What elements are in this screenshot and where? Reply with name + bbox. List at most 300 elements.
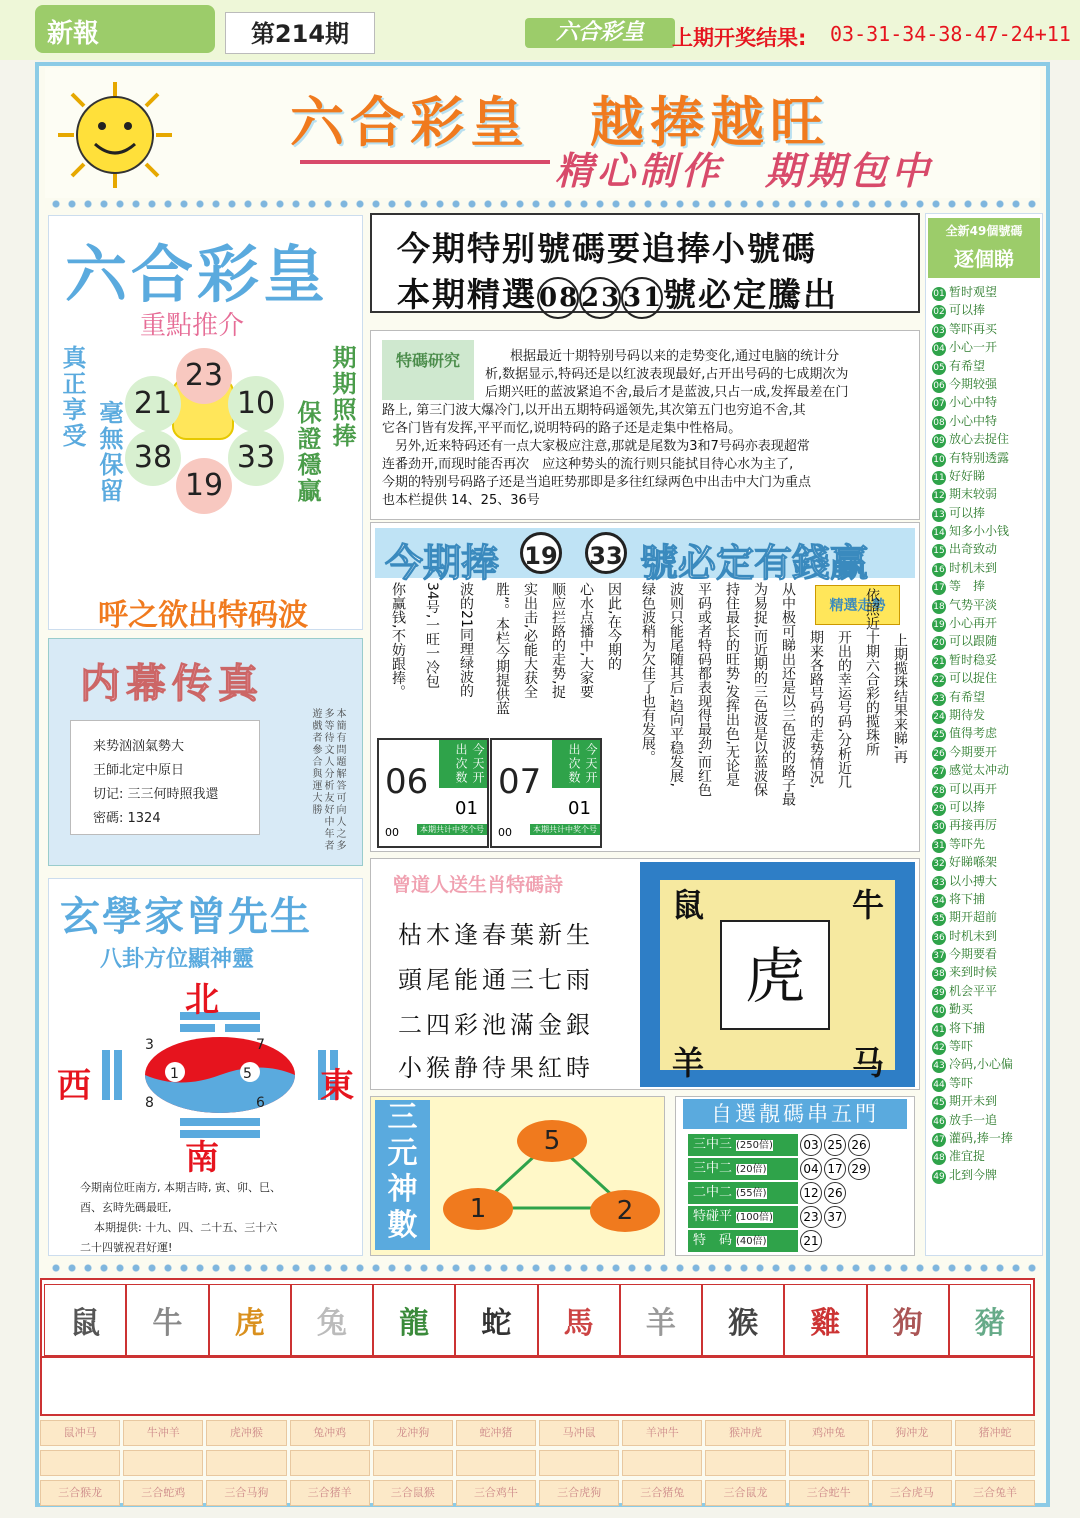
stat-card-number: 07	[498, 762, 542, 802]
number-guide-index: 08	[933, 417, 945, 428]
number-guide-text: 今期要开	[949, 744, 998, 759]
number-guide-index: 24	[933, 711, 945, 722]
clash-grid-cell: 三合鸡牛	[456, 1480, 536, 1506]
number-guide-index: 40	[933, 1006, 945, 1017]
clash-grid-cell	[789, 1450, 869, 1476]
recommend-column: 从中极可睇出还是以三色波的路子最	[780, 582, 796, 806]
bagua-number: 7	[256, 1037, 265, 1053]
combo-row-numbers	[800, 1182, 848, 1204]
zodiac-animal-icon: 兔	[316, 1306, 347, 1341]
zodiac-animal-icon: 蛇	[481, 1306, 512, 1341]
recommend-number: 19	[520, 532, 562, 574]
stat-label-1: 今天开	[584, 743, 598, 785]
number-guide-item	[932, 1166, 1040, 1184]
clash-grid-cell: 鼠冲马	[40, 1420, 120, 1446]
recommend-head-suffix: 號必定有錢贏	[640, 541, 869, 585]
bagua-title: 玄學家曾先生	[60, 894, 312, 940]
bagua-diagram	[100, 1010, 340, 1140]
analysis-line: 也本栏提供 14、25、36号	[382, 493, 540, 508]
number-guide-text: 暂时观望	[949, 285, 998, 299]
combo-number: 12	[800, 1182, 822, 1204]
combo-row	[688, 1230, 798, 1252]
clash-grid-cell: 三合兔羊	[955, 1480, 1035, 1506]
flower-number: 10	[228, 376, 284, 432]
zodiac-animal-cell	[784, 1284, 866, 1356]
poem-line: 枯木逢春葉新生	[398, 921, 594, 949]
combo-row-note: (55倍)	[736, 1188, 767, 1199]
number-guide-item	[932, 688, 1040, 706]
combo-number: 29	[848, 1158, 870, 1180]
poem-line: 二四彩池滿金銀	[398, 1011, 594, 1039]
analysis-line: 析,数据显示,特码还是以红波表现最好,占开出号码的七成期次为	[485, 367, 849, 382]
number-guide-item	[932, 522, 1040, 540]
combo-row	[688, 1206, 798, 1228]
number-guide-item	[932, 761, 1040, 779]
number-guide-item	[932, 540, 1040, 558]
zodiac-animal-row	[40, 1278, 1035, 1358]
poem-title: 曾道人送生肖特碼詩	[392, 874, 564, 896]
number-guide-item	[932, 301, 1040, 319]
number-guide-text: 小心中特	[949, 395, 998, 410]
number-guide-index: 07	[933, 399, 945, 410]
number-guide-index: 23	[933, 693, 945, 704]
recommend-column: 开出的幸运号码,分析近几	[836, 630, 852, 789]
clash-grid-cell: 三合蛇牛	[789, 1480, 869, 1506]
stat-card-count: 01	[455, 798, 478, 819]
fax-side-text: 本簡有問題解答可向人之多多等待文人分析友好中年者遊戲者參合與運大勝	[310, 708, 345, 852]
direction-north: 北	[185, 980, 219, 1020]
clash-grid-cell: 三合猪兔	[622, 1480, 702, 1506]
combo-row	[688, 1182, 798, 1204]
number-guide-index: 46	[933, 1116, 945, 1127]
recommend-column: 依照近十期六合彩的揽珠所	[864, 588, 880, 756]
triad-node-right: 2	[590, 1190, 660, 1232]
number-guide-text: 暂时稳妥	[949, 652, 998, 667]
number-guide-item	[932, 651, 1040, 669]
number-guide-item	[932, 375, 1040, 393]
combo-title: 自選靚碼串五門	[683, 1099, 907, 1129]
flower-number: 23	[176, 348, 232, 404]
clash-grid-cell	[206, 1450, 286, 1476]
number-guide-index: 17	[933, 583, 945, 594]
clash-grid-cell	[456, 1450, 536, 1476]
bagua-note-line: 今期南位旺南方, 本期吉時, 寅、卯、巳、	[80, 1181, 281, 1194]
wave-slogan: 呼之欲出特码波	[98, 598, 308, 633]
number-guide-item	[932, 412, 1040, 430]
zodiac-animal-icon: 狗	[892, 1306, 923, 1341]
flower-number: 38	[125, 430, 181, 486]
sun-mascot-icon	[50, 80, 180, 190]
zodiac-animal-cell	[867, 1284, 949, 1356]
number-guide-text: 小心再开	[949, 616, 998, 631]
number-guide-text: 放心去捉住	[949, 432, 1010, 447]
number-guide-head-1: 全新49個號碼	[945, 224, 1023, 238]
analysis-line: 它各门皆有发挥,平平而忆,说明特码的路子还是走集中性格局。	[382, 421, 742, 436]
main-subtitle: 精心制作 期期包中	[555, 149, 934, 193]
number-guide-index: 45	[933, 1098, 945, 1109]
zodiac-animal-cell	[291, 1284, 373, 1356]
combo-number: 04	[800, 1158, 822, 1180]
clash-grid-cell: 三合虎狗	[539, 1480, 619, 1506]
clash-grid-cell: 蛇冲猪	[456, 1420, 536, 1446]
triad-label-char: 元	[387, 1136, 418, 1171]
number-guide-index: 02	[933, 307, 945, 318]
number-guide-item	[932, 927, 1040, 945]
combo-number: 17	[824, 1158, 846, 1180]
number-guide-text: 有希望	[949, 689, 986, 704]
number-guide-text: 等吓先	[949, 836, 986, 851]
bagua-number: 1	[170, 1066, 179, 1082]
zodiac-animal-cell	[702, 1284, 784, 1356]
number-guide-item	[932, 1111, 1040, 1129]
number-guide-text: 将下捕	[949, 891, 986, 906]
number-guide-item	[932, 632, 1040, 650]
number-guide-item	[932, 798, 1040, 816]
bagua-number: 6	[256, 1095, 265, 1111]
number-guide-index: 16	[933, 564, 945, 575]
clash-grid-cell	[955, 1450, 1035, 1476]
number-guide-item	[932, 1129, 1040, 1147]
number-guide-item	[932, 669, 1040, 687]
featured-subtitle: 重點推介	[140, 311, 245, 341]
analysis-line: 路上, 第三门波大爆冷门,以开出五期特码遥领先,其次第五门也穷追不舍,其	[382, 403, 806, 418]
number-guide-item	[932, 945, 1040, 963]
clash-grid-cell: 马冲鼠	[539, 1420, 619, 1446]
recommend-column: 期来各路号码的走势情况,	[808, 630, 824, 789]
last-result-numbers: 03-31-34-38-47-24+11	[830, 22, 1071, 46]
number-guide-index: 33	[933, 877, 945, 888]
zodiac-animal-cell	[44, 1284, 126, 1356]
combo-row	[688, 1134, 798, 1156]
number-guide-index: 49	[933, 1171, 945, 1182]
number-guide-item	[932, 1074, 1040, 1092]
number-guide-index: 47	[933, 1134, 945, 1145]
number-guide-index: 15	[933, 546, 945, 557]
flower-number: 33	[228, 430, 284, 486]
number-guide-index: 12	[933, 491, 945, 502]
combo-number: 03	[800, 1134, 822, 1156]
bagua-number: 3	[145, 1037, 154, 1053]
number-guide-item	[932, 1000, 1040, 1018]
zodiac-bottom-right: 马	[852, 1044, 885, 1082]
number-guide-item	[932, 982, 1040, 1000]
bagua-subtitle: 八卦方位顯神靈	[100, 947, 255, 972]
trend-tag: 精選走勢	[815, 585, 900, 625]
main-title: 六合彩皇 越捧越旺	[290, 91, 830, 154]
clash-grid-cell	[290, 1450, 370, 1476]
hot-picks-box	[370, 213, 920, 313]
number-guide-text: 机会平平	[949, 983, 998, 998]
hot-line-2-suffix: 號必定騰出	[663, 275, 838, 314]
number-guide-item	[932, 872, 1040, 890]
recommend-column: 上期揽珠结果来睇,再	[892, 633, 908, 764]
number-guide-index: 06	[933, 380, 945, 391]
stat-card-small: 00	[498, 826, 512, 839]
number-guide-text: 可以再开	[949, 781, 998, 796]
number-guide-item	[932, 1037, 1040, 1055]
number-guide-text: 来到时候	[949, 965, 998, 980]
clash-grid-cell: 三合猴龙	[40, 1480, 120, 1506]
triad-label-char: 三	[387, 1100, 418, 1135]
stat-card-foot: 本期共计中奖个号	[530, 824, 600, 835]
brand-mini-logo: 六合彩皇	[525, 18, 675, 48]
zodiac-animal-cell	[620, 1284, 702, 1356]
analysis-line: 今期的特别号码路子还是当追旺势那即是多往红绿两色中出击中大门为重点	[382, 475, 812, 490]
number-guide-text: 气势平淡	[949, 597, 998, 612]
clash-grid-cell	[40, 1450, 120, 1476]
number-guide-text: 期开超前	[949, 910, 998, 925]
blank-fill-row	[40, 1356, 1035, 1416]
combo-row-numbers	[800, 1206, 848, 1228]
number-guide-item	[932, 577, 1040, 595]
zodiac-top-right: 牛	[852, 886, 885, 924]
number-guide-index: 34	[933, 895, 945, 906]
number-guide-item	[932, 724, 1040, 742]
zodiac-animal-cell	[455, 1284, 537, 1356]
number-guide-list	[932, 283, 1040, 1184]
recommend-column: 心水点播中,大家要	[578, 582, 594, 699]
recommend-column: 34号,一旺一冷包	[424, 582, 440, 689]
number-guide-item	[932, 320, 1040, 338]
number-guide-index: 21	[933, 656, 945, 667]
clash-grid-cell: 兔冲鸡	[290, 1420, 370, 1446]
number-guide-index: 37	[933, 951, 945, 962]
number-guide-item	[932, 816, 1040, 834]
number-guide-item	[932, 1092, 1040, 1110]
zodiac-animal-icon: 雞	[810, 1306, 841, 1341]
number-guide-text: 感觉太冲动	[949, 763, 1010, 778]
last-result-label: 上期开奖结果:	[672, 26, 807, 50]
number-guide-text: 准宜捉	[949, 1149, 986, 1164]
clash-grid-cell	[123, 1450, 203, 1476]
number-guide-item	[932, 357, 1040, 375]
number-guide-index: 41	[933, 1024, 945, 1035]
number-guide-text: 北到今牌	[949, 1167, 998, 1182]
clash-grid-cell: 虎冲猴	[206, 1420, 286, 1446]
clash-grid-cell: 三合蛇鸡	[123, 1480, 203, 1506]
number-guide-index: 22	[933, 675, 945, 686]
number-guide-item	[932, 1019, 1040, 1037]
number-guide-item	[932, 559, 1040, 577]
number-guide-index: 01	[933, 289, 945, 299]
number-guide-item	[932, 1147, 1040, 1165]
number-guide-index: 48	[933, 1153, 945, 1164]
clash-grid-cell: 三合马狗	[206, 1480, 286, 1506]
number-guide-item	[932, 504, 1040, 522]
slogan-vertical-2: 毫無保留	[95, 400, 123, 504]
clash-grid-cell	[705, 1450, 785, 1476]
number-guide-text: 今期要看	[949, 947, 998, 962]
recommend-column: 胜”。本栏今期提供蓝	[494, 582, 510, 716]
triad-node-top: 5	[517, 1120, 587, 1162]
combo-row	[688, 1158, 798, 1180]
number-guide-index: 36	[933, 932, 945, 943]
number-guide-text: 等 捧	[949, 579, 986, 594]
number-guide-index: 26	[933, 748, 945, 759]
number-guide-text: 放手一追	[949, 1112, 998, 1127]
stat-card-small: 00	[385, 826, 399, 839]
number-guide-item	[932, 614, 1040, 632]
insider-fax-title: 内幕传真	[80, 661, 264, 707]
combo-number: 37	[824, 1206, 846, 1228]
zodiac-animal-icon: 猴	[728, 1306, 759, 1341]
recommend-column: 波则只能尾随其后,趋向平稳发展,	[668, 582, 684, 787]
hot-line-2-prefix: 本期精選	[397, 275, 537, 314]
stat-card-foot: 本期共计中奖个号	[417, 824, 487, 835]
number-guide-text: 期末较弱	[949, 487, 998, 502]
number-guide-item	[932, 963, 1040, 981]
number-guide-item	[932, 430, 1040, 448]
flower-number: 19	[176, 458, 232, 514]
zodiac-top-left: 鼠	[672, 886, 705, 924]
clash-grid-cell	[373, 1450, 453, 1476]
number-guide-index: 03	[933, 325, 945, 336]
zodiac-bottom-left: 羊	[672, 1044, 705, 1082]
zodiac-animal-cell	[126, 1284, 208, 1356]
zodiac-animal-icon: 鼠	[70, 1306, 101, 1341]
number-guide-text: 等吓	[949, 1075, 974, 1090]
combo-row-note: (20倍)	[736, 1164, 767, 1175]
bagua-note-line: 二十四號祝君好運!	[80, 1241, 173, 1254]
poem-line: 小猴静待果紅時	[398, 1054, 594, 1082]
zodiac-animal-cell	[373, 1284, 455, 1356]
number-guide-index: 14	[933, 528, 945, 539]
clash-grid-cell: 牛冲羊	[123, 1420, 203, 1446]
zodiac-animal-cell	[538, 1284, 620, 1356]
analysis-line: 连番劲开,而现时能否再次 应这种势头的流行则只能拭目待心水为主了,	[382, 457, 794, 472]
number-guide-text: 灌码,捧一捧	[949, 1130, 1013, 1145]
number-guide-index: 30	[933, 822, 945, 833]
analysis-line: 另外,近来特码还有一点大家极应注意,那就是尾数为3和7号码亦表现超常	[395, 439, 810, 454]
direction-west: 西	[57, 1066, 91, 1106]
number-guide-text: 小心中特	[949, 413, 998, 428]
number-guide-item	[932, 743, 1040, 761]
recommend-column: 因此,在今期的	[606, 582, 622, 671]
number-guide-item	[932, 338, 1040, 356]
bagua-number: 5	[243, 1066, 252, 1082]
recommend-column: 持住最长的旺势,发挥出色,无论是	[724, 582, 740, 787]
stat-card-number: 06	[385, 762, 429, 802]
number-guide-text: 再接再厉	[949, 818, 998, 833]
number-guide-index: 18	[933, 601, 945, 612]
number-guide-index: 05	[933, 362, 945, 373]
number-guide-index: 31	[933, 840, 945, 851]
issue-number: 第214期	[225, 12, 375, 54]
zodiac-animal-cell	[949, 1284, 1031, 1356]
recommend-number: 33	[585, 532, 627, 574]
combo-number: 23	[800, 1206, 822, 1228]
number-guide-text: 等吓再买	[949, 321, 998, 336]
combo-row-label: 三中三	[693, 1137, 733, 1152]
number-guide-item	[932, 449, 1040, 467]
combo-row-note: (100倍)	[736, 1212, 773, 1223]
flower-number: 21	[125, 376, 181, 432]
combo-row-note: (40倍)	[736, 1236, 767, 1247]
combo-number: 26	[848, 1134, 870, 1156]
zodiac-center: 虎	[720, 920, 830, 1030]
combo-number: 21	[800, 1230, 822, 1252]
number-guide-index: 29	[933, 803, 945, 814]
poem-line: 頭尾能通三七雨	[398, 966, 594, 994]
fax-line: 王師北定中原日	[93, 763, 185, 778]
slogan-vertical-1: 真正享受	[58, 345, 86, 449]
zodiac-animal-icon: 羊	[645, 1306, 676, 1341]
hot-line-2	[397, 269, 838, 319]
number-guide-text: 有希望	[949, 358, 986, 373]
number-guide-text: 期开未到	[949, 1094, 998, 1109]
dot-divider	[48, 1262, 1038, 1274]
number-guide-item	[932, 908, 1040, 926]
stat-card	[377, 738, 489, 848]
zodiac-animal-icon: 馬	[563, 1306, 594, 1341]
combo-number: 26	[824, 1182, 846, 1204]
number-guide-item	[932, 1055, 1040, 1073]
number-guide-text: 冷码,小心偏	[949, 1057, 1013, 1072]
number-guide-text: 小心一开	[949, 340, 998, 355]
recommend-column: 平码或者特码都表现得最劲,而红色	[696, 582, 712, 797]
number-guide-head-2: 逐個睇	[954, 247, 1014, 271]
number-guide-index: 19	[933, 620, 945, 631]
number-guide-index: 09	[933, 436, 945, 447]
number-guide-text: 勤买	[949, 1002, 974, 1017]
zodiac-animal-icon: 豬	[974, 1306, 1005, 1341]
clash-grid-cell: 猪冲蛇	[955, 1420, 1035, 1446]
fax-line: 密碼: 1324	[93, 811, 161, 826]
clash-grid-cell: 狗冲龙	[872, 1420, 952, 1446]
zodiac-animal-icon: 牛	[152, 1306, 183, 1341]
slogan-vertical-4: 保證穩贏	[293, 400, 321, 504]
bagua-note-line: 本期提供: 十九、四、二十五、三十六	[94, 1221, 278, 1234]
number-guide-text: 期待发	[949, 707, 986, 722]
zodiac-animal-icon: 龍	[399, 1306, 430, 1341]
number-guide-index: 28	[933, 785, 945, 796]
analysis-tag: 特碼研究	[382, 340, 474, 400]
number-guide-text: 时机未到	[949, 560, 998, 575]
number-guide-item	[932, 835, 1040, 853]
analysis-line: 后期兴旺的蓝波紧追不舍,最后才是蓝波,只占一成,发挥最差在门	[485, 385, 849, 400]
featured-title: 六合彩皇	[65, 238, 330, 311]
number-guide-item	[932, 393, 1040, 411]
number-guide-index: 11	[933, 472, 945, 483]
number-guide-text: 出奇致动	[949, 542, 998, 557]
number-guide-text: 可以捧	[949, 303, 986, 318]
fax-line: 来势汹汹氣勢大	[93, 739, 185, 754]
recommend-column: 顺应拦路的走势,捉	[550, 582, 566, 699]
number-guide-item	[932, 467, 1040, 485]
clash-grid-cell: 三合猪羊	[290, 1480, 370, 1506]
combo-row-numbers	[800, 1158, 872, 1180]
combo-row-numbers	[800, 1230, 824, 1252]
combo-row-note: (250倍)	[736, 1140, 773, 1151]
combo-row-label: 二中二	[693, 1185, 733, 1200]
combo-row-numbers	[800, 1134, 872, 1156]
clash-grid-cell: 三合虎马	[872, 1480, 952, 1506]
clash-grid-cell: 鸡冲兔	[789, 1420, 869, 1446]
pick-number: 08	[537, 277, 579, 319]
number-guide-text: 好睇喺架	[949, 855, 998, 870]
number-guide-text: 可以捧	[949, 799, 986, 814]
number-guide-index: 32	[933, 859, 945, 870]
zodiac-animal-cell	[209, 1284, 291, 1356]
zodiac-animal-icon: 虎	[234, 1306, 265, 1341]
number-guide-text: 有特别透露	[949, 450, 1010, 465]
combo-row-label: 三中二	[693, 1161, 733, 1176]
clash-grid-row	[40, 1420, 1035, 1446]
fax-card	[70, 720, 260, 835]
stat-label-2: 出次数	[567, 743, 581, 785]
pick-number: 23	[579, 277, 621, 319]
clash-grid-cell	[539, 1450, 619, 1476]
